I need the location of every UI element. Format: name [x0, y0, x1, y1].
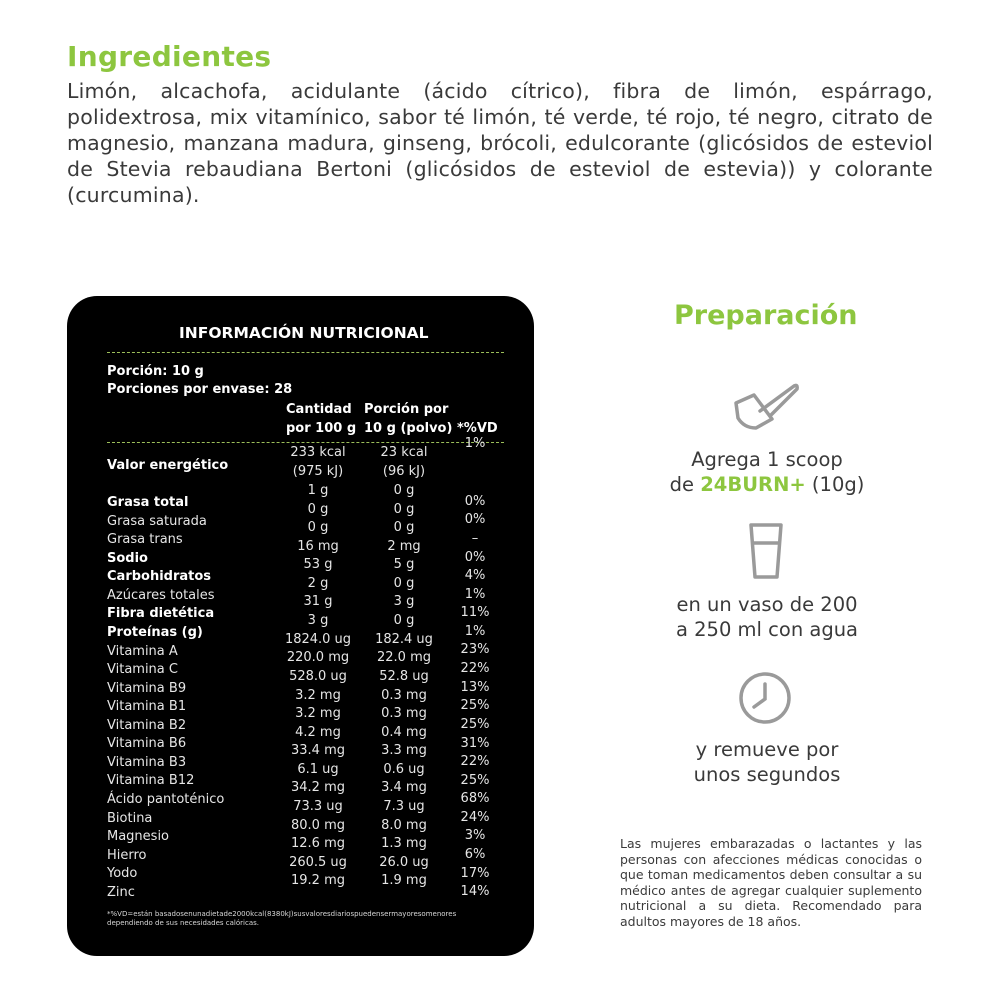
portion-value: (96 kJ): [382, 464, 426, 479]
vd-value: 1%: [464, 587, 486, 602]
per100-value: 528.0 ug: [289, 669, 347, 684]
per100-value: 2 g: [307, 576, 329, 591]
nutrient-label: Grasa total: [107, 495, 189, 510]
portion-value: 3.3 mg: [381, 743, 427, 758]
portion-value: 0.3 mg: [381, 688, 427, 703]
portion-value: 0 g: [393, 576, 415, 591]
portion-value: 0.6 ug: [383, 762, 425, 777]
vd-value: 14%: [460, 884, 490, 899]
per100-value: 3.2 mg: [295, 688, 341, 703]
vd-value: 11%: [460, 605, 490, 620]
portion-value: 1.3 mg: [381, 836, 427, 851]
vd-value: 17%: [460, 866, 490, 881]
vd-value: –: [471, 531, 479, 546]
step-2-text: en un vaso de 200 a 250 ml con agua: [675, 593, 859, 641]
nutrient-label: Vitamina B1: [107, 699, 187, 714]
per100-value: 73.3 ug: [293, 799, 343, 814]
vd-value: 3%: [464, 828, 486, 843]
nutrient-label: Ácido pantoténico: [107, 792, 225, 807]
divider: [107, 442, 504, 443]
nutrient-label: Carbohidratos: [107, 569, 212, 584]
portion-value: 26.0 ug: [379, 855, 429, 870]
per100-value: 33.4 mg: [291, 743, 345, 758]
portion-value: 7.3 ug: [383, 799, 425, 814]
vd-value: 1%: [464, 624, 486, 639]
portion-value: 22.0 mg: [377, 650, 431, 665]
portion-value: 0 g: [393, 483, 415, 498]
portion-value: 52.8 ug: [379, 669, 429, 684]
per100-value: 0 g: [307, 520, 329, 535]
nutrient-label: Vitamina A: [107, 644, 178, 659]
per100-value: 260.5 ug: [289, 855, 347, 870]
per100-value: 6.1 ug: [297, 762, 339, 777]
vd-value: 6%: [464, 847, 486, 862]
nutrient-label: Vitamina B6: [107, 736, 187, 751]
vd-value: 13%: [460, 680, 490, 695]
per100-value: 3 g: [307, 613, 329, 628]
portion-value: 1.9 mg: [381, 873, 427, 888]
nutrient-label: Zinc: [107, 885, 135, 900]
nutrient-label: Sodio: [107, 551, 148, 566]
scoop-icon: [728, 376, 802, 436]
vd-value: 1%: [464, 436, 486, 451]
per100-value: 19.2 mg: [291, 873, 345, 888]
vd-value: 25%: [460, 717, 490, 732]
column-header-per100: Cantidad por 100 g: [286, 402, 357, 436]
portion-value: 0 g: [393, 520, 415, 535]
portion-value: 23 kcal: [380, 445, 428, 460]
vd-value: 0%: [464, 494, 486, 509]
serving-size: Porción: 10 g: [107, 364, 204, 379]
vd-value: 25%: [460, 773, 490, 788]
vd-value: 0%: [464, 550, 486, 565]
column-header-vd: *%VD: [457, 421, 498, 436]
portion-value: 3 g: [393, 594, 415, 609]
portion-value: 5 g: [393, 557, 415, 572]
nutrient-label: Yodo: [107, 866, 138, 881]
per100-value: 1 g: [307, 483, 329, 498]
nutrient-label: Magnesio: [107, 829, 170, 844]
per100-value: 53 g: [303, 557, 333, 572]
per100-value: 31 g: [303, 594, 333, 609]
ingredients-title: Ingredientes: [67, 40, 272, 73]
per100-value: 233 kcal: [290, 445, 346, 460]
nutrient-label: Grasa saturada: [107, 514, 207, 529]
disclaimer-text: Las mujeres embarazadas o lactantes y las personas con afecciones médicas conocidas o que toman medicamentos deben consultar a su médico antes de agregar cualquier suplemento nutricional a su dieta. Recomendado para adultos mayores de 18 años.: [620, 836, 922, 929]
per100-value: 220.0 mg: [286, 650, 350, 665]
nutrient-label: Vitamina B3: [107, 755, 187, 770]
per100-value: 4.2 mg: [295, 725, 341, 740]
vd-value: 22%: [460, 754, 490, 769]
nutrient-label: Fibra dietética: [107, 606, 215, 621]
per100-value: 80.0 mg: [291, 818, 345, 833]
per100-value: 3.2 mg: [295, 706, 341, 721]
vd-value: 68%: [460, 791, 490, 806]
clock-icon: [737, 670, 793, 726]
per100-value: 1824.0 ug: [284, 632, 352, 647]
nutrient-label: Vitamina B12: [107, 773, 195, 788]
ingredients-text: Limón, alcachofa, acidulante (ácido cítrico), fibra de limón, espárrago, polidextrosa, mix vitamínico, sabor té limón, té verde, té rojo, té negro, citrato de magnesio, manzana madura, ginseng, brócoli, edulcorante (glicósidos de esteviol de Stevia rebaudiana Bertoni (glicósidos de esteviol de estevia)) y colorante (curcumina).: [67, 79, 933, 207]
nutrient-label: Vitamina C: [107, 662, 178, 677]
footnote: *%VD=están basadosenunadietade2000kcal(8380kJ)susvaloresdiariospuedensermayoresomenores dependiendo de sus necesidades calóricas.: [107, 910, 457, 927]
nutrient-label: Proteínas (g): [107, 625, 203, 640]
portion-value: 2 mg: [387, 539, 421, 554]
portion-value: 0.4 mg: [381, 725, 427, 740]
vd-value: 0%: [464, 512, 486, 527]
portion-value: 8.0 mg: [381, 818, 427, 833]
portion-value: 3.4 mg: [381, 780, 427, 795]
portion-value: 182.4 ug: [375, 632, 433, 647]
per100-value: 16 mg: [297, 539, 339, 554]
per100-value: 12.6 mg: [291, 836, 345, 851]
nutrient-label: Azúcares totales: [107, 588, 215, 603]
vd-value: 23%: [460, 642, 490, 657]
vd-value: 4%: [464, 568, 486, 583]
vd-value: 24%: [460, 810, 490, 825]
vd-value: 22%: [460, 661, 490, 676]
nutrient-label: Biotina: [107, 811, 153, 826]
vd-value: 31%: [460, 736, 490, 751]
per100-value: (975 kJ): [292, 464, 344, 479]
nutrient-label: Valor energético: [107, 458, 229, 473]
portion-value: 0 g: [393, 613, 415, 628]
nutrition-panel: [67, 296, 534, 956]
servings-per-container: Porciones por envase: 28: [107, 382, 293, 397]
per100-value: 34.2 mg: [291, 780, 345, 795]
nutrition-title: INFORMACIÓN NUTRICIONAL: [179, 324, 429, 342]
column-header-portion: Porción por 10 g (polvo): [364, 402, 453, 436]
glass-icon: [747, 521, 785, 581]
preparation-title: Preparación: [674, 300, 858, 331]
nutrient-label: Hierro: [107, 848, 147, 863]
step-3-text: y remueve por unos segundos: [693, 738, 841, 786]
nutrient-label: Grasa trans: [107, 532, 183, 547]
nutrient-label: Vitamina B2: [107, 718, 187, 733]
vd-value: 25%: [460, 698, 490, 713]
per100-value: 0 g: [307, 502, 329, 517]
portion-value: 0 g: [393, 502, 415, 517]
divider: [107, 352, 504, 353]
step-1-text: Agrega 1 scoop de 24BURN+ (10g): [669, 448, 865, 496]
brand-name: 24BURN+: [700, 473, 806, 496]
portion-value: 0.3 mg: [381, 706, 427, 721]
nutrient-label: Vitamina B9: [107, 681, 187, 696]
